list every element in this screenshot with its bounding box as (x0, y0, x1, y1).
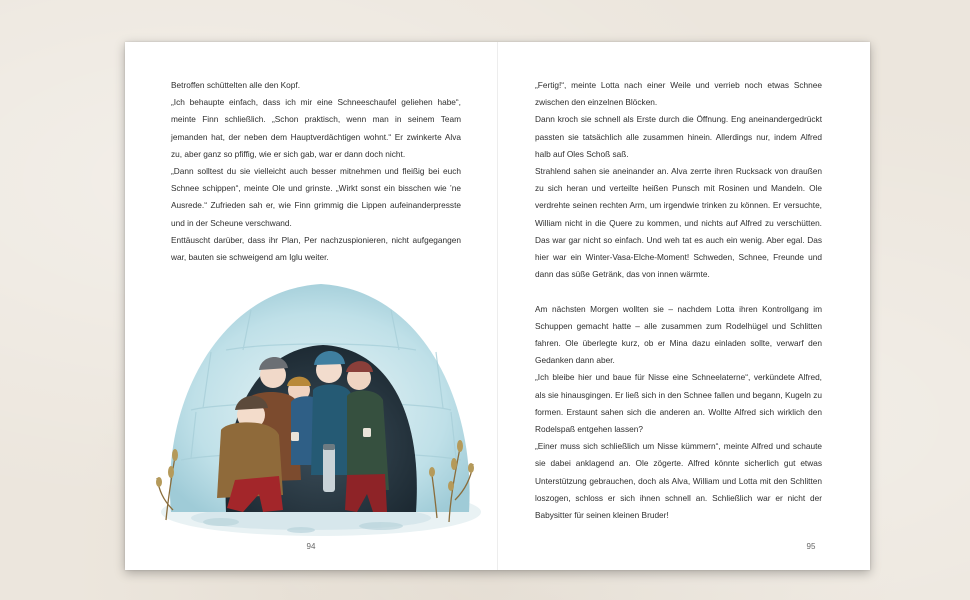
igloo-illustration (151, 250, 481, 545)
right-page-text (535, 77, 822, 524)
paragraph: „Einer muss sich schließlich um Nisse kümmern“, meinte Alfred und schaute sie dabei anklagend an. Ole zögerte. Alfred könnte sicherlich gut etwas Unterstützung gebrauchen, doch als Alva, William und Lotta mit den Schlitten loszogen, schloss er sich ihnen schnell an. Schließlich war er nicht der Babysitter für seinen kleinen Bruder! (535, 441, 822, 521)
paragraph: Am nächsten Morgen wollten sie – nachdem Lotta ihren Kontrollgang im Schuppen gemacht hatte – alle zusammen zum Rodelhügel und Schlitten fahren. Ole überlegte kurz, ob er Mina dazu einladen sollte, verwarf den Gedanken dann aber. (535, 303, 822, 366)
paragraph: Dann kroch sie schnell als Erste durch die Öffnung. Eng aneinandergedrückt passten sie tatsächlich alle zusammen hinein. Allerdings nur, indem Alfred halb auf Oles Schoß saß. (535, 114, 822, 159)
paragraph: Enttäuscht darüber, dass ihr Plan, Per nachzuspionieren, nicht aufgegangen war, bauten sie schweigend am Iglu weiter. (171, 234, 461, 263)
page-number: 94 (306, 542, 316, 551)
paragraph: „Dann solltest du sie vielleicht auch besser mitnehmen und fleißig bei euch Schnee schippen“, meinte Ole und grinste. „Wirkt sonst ein bisschen wie ’ne Ausrede.“ Zufrieden sah er, wie Finn grimmig die Lippen aufeinanderpresste und in der Scheune verschwand. (171, 166, 461, 228)
page-number: 95 (806, 542, 816, 551)
paragraph: „Ich bleibe hier und baue für Nisse eine Schneelaterne“, verkündete Alfred, als sie hinausgingen. Er ließ sich in den Schnee fallen und begann, Kugeln zu formen. Erstaunt sahen sich die anderen an. Wollte Alfred sich wirklich den Rodelspaß entgehen lassen? (535, 372, 822, 435)
paragraph: Betroffen schüttelten alle den Kopf. (171, 80, 300, 90)
left-page-text (171, 77, 461, 266)
paragraph: „Ich behaupte einfach, dass ich mir eine Schneeschaufel geliehen habe“, meinte Finn schließlich. „Schon praktisch, wenn man in seinem Team jemanden hat, der neben dem Hauptverdächtigen wohnt.“ Er zwinkerte Alva zu, aber ganz so pfiffig, wie er sich gab, war er dann doch nicht. (171, 97, 461, 159)
right-page (498, 42, 870, 570)
open-book-spread (125, 42, 870, 570)
igloo-children-image (151, 250, 481, 545)
paragraph: „Fertig!“, meinte Lotta nach einer Weile und verrieb noch etwas Schnee zwischen den einzelnen Blöcken. (535, 80, 822, 108)
left-page (125, 42, 497, 570)
paragraph: Strahlend sahen sie aneinander an. Alva zerrte ihren Rucksack von draußen zu sich heran und verteilte heißen Punsch mit Rosinen und Mandeln. Ole verdrehte seinen rechten Arm, um irgendwie trinken zu können. Er versuchte, William nicht in die Quere zu kommen, und nichts auf Alfred zu verschütten. Das war gar nicht so einfach. Und weh tat es auch ein wenig. Aber egal. Das hier war ein Winter-Vasa-Elche-Moment! Schweden, Schnee, Freunde und dann das süße Getränk, das von innen wärmte. (535, 166, 822, 280)
